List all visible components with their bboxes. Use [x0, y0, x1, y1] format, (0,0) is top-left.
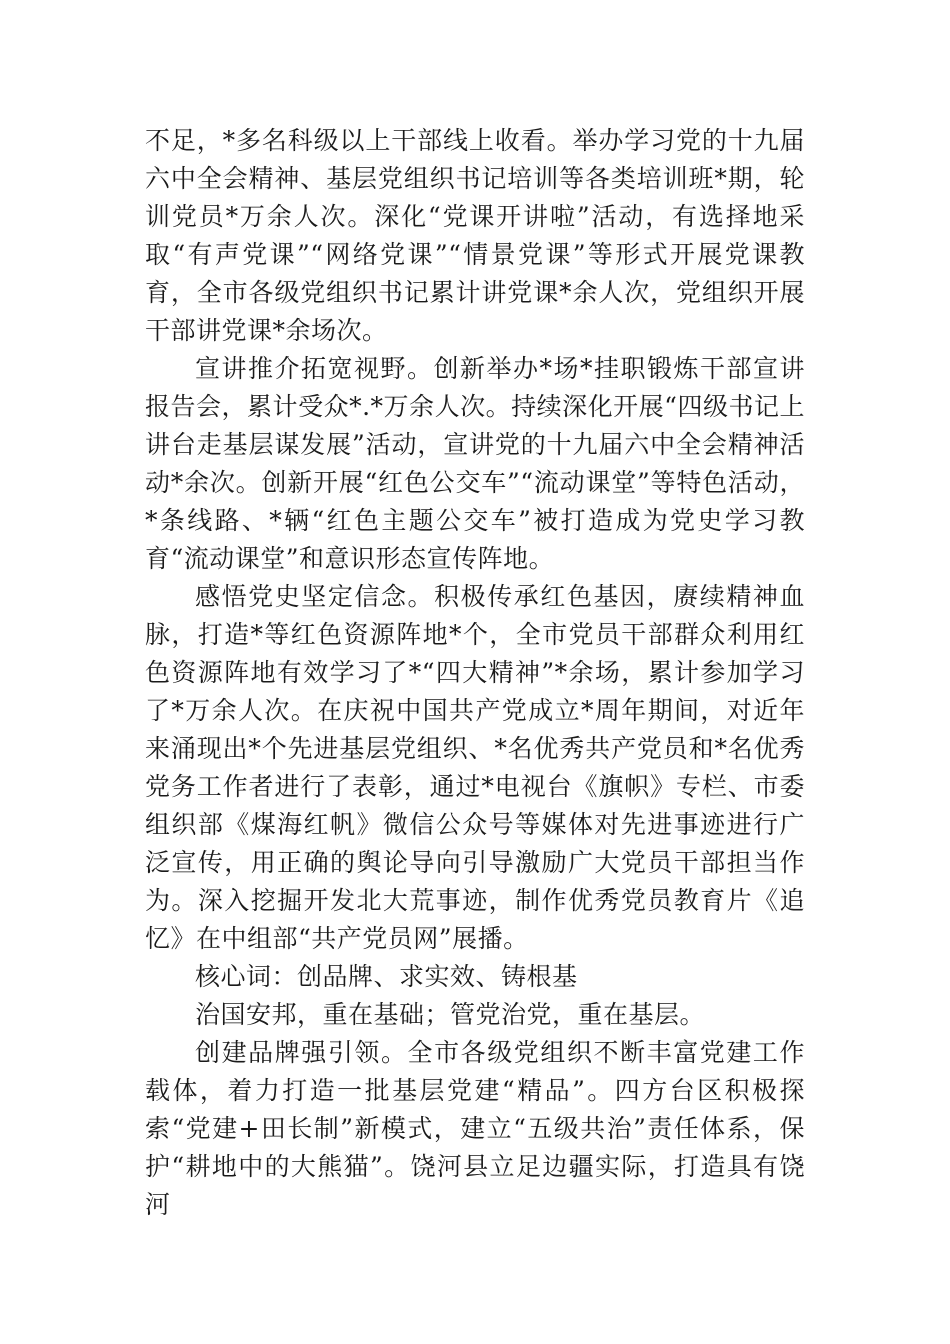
paragraph-6: 创建品牌强引领。全市各级党组织不断丰富党建工作载体，着力打造一批基层党建“精品”。四方台区积极探索“党建+田长制”新模式，建立“五级共治”责任体系，保护“耕地中的大熊猫”。饶河县立足边疆实际，打造具有饶河 [145, 1038, 805, 1219]
paragraph-3: 感悟党史坚定信念。积极传承红色基因，赓续精神血脉，打造*等红色资源阵地*个，全市党员干部群众利用红色资源阵地有效学习了*“四大精神”*余场，累计参加学习了*万余人次。在庆祝中国共产党成立*周年期间，对近年来涌现出*个先进基层党组织、*名优秀共产党员和*名优秀党务工作者进行了表彰，通过*电视台《旗帜》专栏、市委组织部《煤海红帆》微信公众号等媒体对先进事迹进行广泛宣传，用正确的舆论导向引导激励广大党员干部担当作为。深入挖掘开发北大荒事迹，制作优秀党员教育片《追忆》在中组部“共产党员网”展播。 [145, 582, 805, 953]
paragraph-5: 治国安邦，重在基础；管党治党，重在基层。 [195, 1000, 706, 1029]
paragraph-keywords: 核心词：创品牌、求实效、铸根基 [195, 962, 578, 991]
paragraph-1: 不足，*多名科级以上干部线上收看。举办学习党的十九届六中全会精神、基层党组织书记培训等各类培训班*期，轮训党员*万余人次。深化“党课开讲啦”活动，有选择地采取“有声党课”“网络党课”“情景党课”等形式开展党课教育，全市各级党组织书记累计讲党课*余人次，党组织开展干部讲党课*余场次。 [145, 126, 805, 345]
document-body [145, 122, 805, 1224]
paragraph-2: 宣讲推介拓宽视野。创新举办*场*挂职锻炼干部宣讲报告会，累计受众*.*万余人次。持续深化开展“四级书记上讲台走基层谋发展”活动，宣讲党的十九届六中全会精神活动*余次。创新开展“红色公交车”“流动课堂”等特色活动，*条线路、*辆“红色主题公交车”被打造成为党史学习教育“流动课堂”和意识形态宣传阵地。 [145, 354, 805, 573]
